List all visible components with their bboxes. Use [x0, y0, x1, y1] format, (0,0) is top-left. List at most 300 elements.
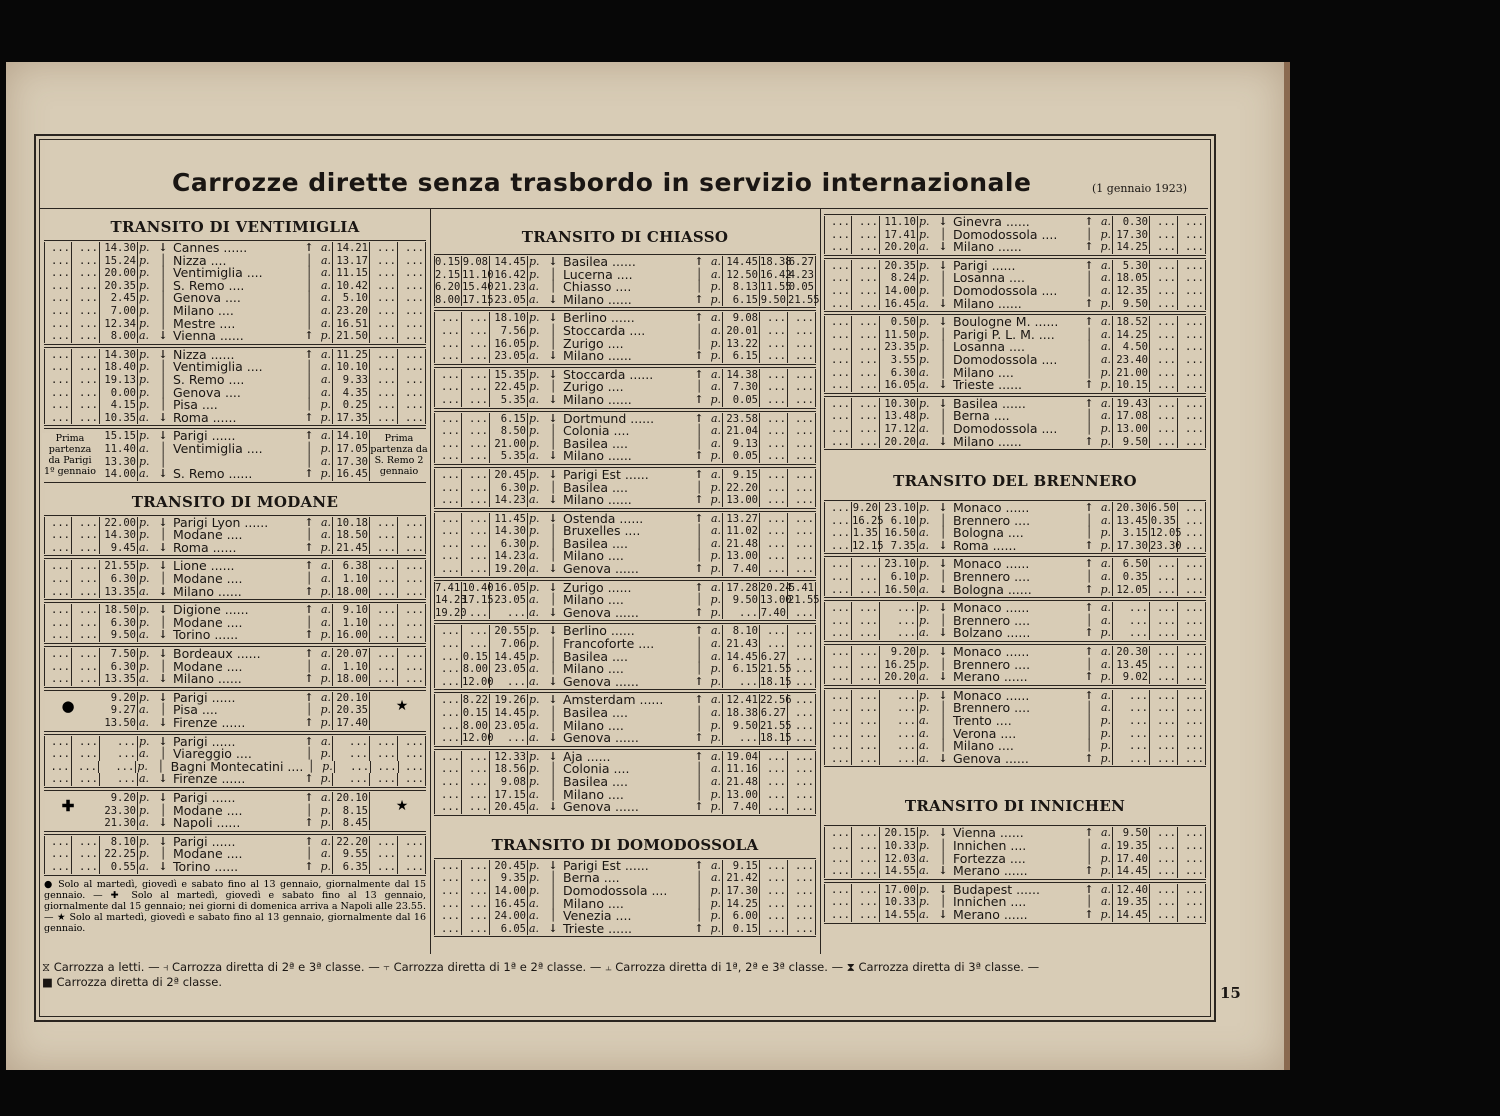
return-time: ...: [788, 325, 816, 338]
departure-time: ...: [880, 753, 918, 766]
arr-dep-marker: a.: [710, 380, 721, 394]
departure-time: ...: [824, 715, 852, 728]
return-time: ...: [1112, 690, 1150, 703]
departure-time: 13.35: [100, 673, 138, 686]
arr-dep-marker: a.: [1100, 657, 1111, 671]
return-time: ...: [370, 586, 398, 599]
return-time: ...: [760, 513, 788, 526]
station-name: Innichen ....: [953, 837, 1027, 853]
down-arrow-icon: ↓: [938, 258, 948, 272]
down-arrow-icon: ↓: [158, 540, 168, 554]
departure-time: ...: [44, 542, 72, 555]
route-line: │: [939, 271, 947, 285]
return-time: ...: [788, 707, 816, 720]
departure-time: ...: [72, 374, 100, 387]
station-name: Firenze ......: [173, 715, 246, 730]
transito-modane-title: TRANSITO DI MODANE: [131, 492, 339, 511]
departure-time: 0.15: [462, 707, 488, 719]
arr-dep-marker: p.: [710, 896, 721, 910]
route-line: │: [939, 340, 947, 354]
arr-dep-marker: p.: [1100, 714, 1111, 727]
timetable-row: [44, 717, 426, 730]
down-arrow-icon: ↓: [938, 751, 948, 765]
departure-time: ...: [72, 861, 100, 874]
station-name: Merano ......: [953, 906, 1028, 922]
departure-time: ...: [434, 469, 462, 482]
station-name: Parigi ......: [173, 689, 236, 705]
station-name: Milano ....: [953, 738, 1014, 754]
departure-time: ...: [880, 615, 918, 628]
return-time: ...: [788, 312, 816, 325]
departure-time: 11.10: [462, 268, 494, 281]
transito-brennero-block: [824, 600, 1206, 642]
departure-time: ...: [824, 740, 852, 753]
return-time: ...: [722, 676, 760, 689]
departure-time: 6.20: [435, 281, 461, 294]
departure-time: 14.00: [880, 285, 918, 298]
return-time: 0.35: [1150, 514, 1176, 527]
departure-time: 4.15: [100, 399, 138, 412]
return-time: 20.10: [332, 792, 370, 805]
return-time: 8.13: [722, 281, 760, 294]
station-name: Berna ....: [563, 870, 620, 886]
station-name: Milano ....: [563, 786, 624, 802]
route-line: │: [549, 267, 557, 281]
return-time: ...: [370, 361, 398, 374]
timetable-row: [44, 539, 426, 555]
route-line: │: [939, 701, 947, 715]
arr-dep-marker: a.: [320, 347, 331, 361]
departure-time: 14.45: [490, 707, 528, 720]
departure-time: ...: [434, 550, 462, 563]
up-arrow-icon: ↑: [304, 429, 314, 443]
timetable-row: [434, 366, 816, 382]
return-time: 22.56: [760, 694, 792, 707]
departure-time: ...: [824, 584, 852, 597]
column-left: [44, 214, 426, 934]
timetable-row: [44, 242, 426, 255]
station-name: Nizza ....: [173, 252, 227, 268]
departure-time: ...: [852, 410, 880, 423]
station-name: Roma ......: [953, 537, 1017, 553]
return-time: 18.38: [760, 256, 792, 268]
departure-time: ...: [44, 280, 72, 293]
transito-ventimiglia-section: [44, 218, 426, 483]
arr-dep-marker: p.: [710, 280, 721, 294]
departure-time: ...: [72, 361, 100, 374]
up-arrow-icon: ↑: [304, 716, 314, 729]
route-line: │: [157, 759, 165, 773]
down-arrow-icon: ↓: [548, 580, 558, 594]
station-name: Milano ....: [173, 302, 234, 318]
route-line: │: [305, 441, 313, 455]
station-name: Brennero ....: [953, 700, 1031, 716]
departure-time: 16.25: [880, 659, 918, 672]
timetable-row: [44, 673, 426, 686]
arr-dep-marker: p.: [322, 759, 333, 773]
return-time: ...: [1150, 367, 1178, 380]
dep-arr-marker: p.: [139, 559, 150, 573]
arr-dep-marker: p.: [1100, 670, 1111, 684]
up-arrow-icon: ↑: [694, 624, 704, 638]
station-name: Losanna ....: [953, 339, 1025, 355]
return-time: ...: [1178, 410, 1206, 423]
return-time: ...: [1178, 715, 1206, 728]
route-line: │: [1085, 283, 1093, 297]
timetable-row: [434, 391, 816, 407]
departure-time: 16.45: [880, 298, 918, 311]
departure-time: 9.20: [100, 692, 138, 705]
up-arrow-icon: ↑: [304, 329, 314, 343]
route-line: │: [305, 278, 313, 292]
arr-dep-marker: a.: [320, 316, 331, 330]
dep-arr-marker: p.: [919, 895, 930, 909]
transito-chiasso-block: [434, 367, 816, 409]
departure-time: ...: [462, 513, 490, 526]
return-time: ...: [370, 748, 398, 761]
departure-time: ...: [44, 349, 72, 362]
departure-time: ...: [434, 425, 462, 438]
return-time: 0.05: [788, 281, 814, 294]
dep-arr-marker: a.: [529, 731, 540, 745]
arr-dep-marker: p.: [1100, 421, 1111, 435]
route-line: │: [159, 528, 167, 542]
arr-dep-marker: p.: [710, 718, 721, 732]
return-time: ...: [1150, 909, 1178, 922]
return-time: ...: [1178, 540, 1206, 553]
departure-time: ...: [852, 241, 880, 254]
return-time: ...: [1150, 354, 1178, 367]
return-time: 6.38: [332, 560, 370, 573]
arr-dep-marker: a.: [1100, 557, 1111, 571]
station-name: Merano ......: [953, 669, 1028, 685]
departure-time: ...: [462, 394, 490, 407]
return-time: ...: [398, 374, 426, 387]
arr-dep-marker: a.: [320, 659, 331, 673]
down-arrow-icon: ↓: [938, 538, 948, 552]
return-time: ...: [1112, 728, 1150, 741]
departure-time: 14.30: [100, 242, 138, 255]
return-time: 19.04: [722, 751, 760, 764]
return-time: ...: [1112, 753, 1150, 766]
departure-time: 10.33: [880, 840, 918, 853]
departure-time: ...: [852, 702, 880, 715]
route-line: │: [1085, 726, 1093, 740]
arr-dep-marker: a.: [1100, 570, 1111, 584]
up-arrow-icon: ↑: [1084, 538, 1094, 552]
transito-chiasso-block: [434, 467, 816, 509]
return-time: ...: [370, 617, 398, 630]
station-name: Genova ....: [173, 384, 241, 400]
arr-dep-marker: a.: [320, 528, 331, 542]
departure-time: ...: [462, 381, 490, 394]
return-time: ...: [370, 318, 398, 331]
arr-dep-marker: a.: [1100, 396, 1111, 410]
departure-time: 9.20: [100, 792, 138, 805]
up-arrow-icon: ↑: [1084, 378, 1094, 392]
return-time: 21.55: [760, 719, 792, 732]
up-arrow-icon: ↑: [304, 467, 314, 481]
return-time: ...: [398, 305, 426, 318]
transito-brennero-block: [824, 644, 1206, 686]
return-time: ...: [398, 586, 426, 599]
departure-time: ...: [44, 617, 72, 630]
departure-time: 8.00: [462, 719, 488, 732]
route-line: │: [305, 747, 313, 761]
route-line: │: [159, 360, 167, 374]
down-arrow-icon: ↓: [938, 501, 948, 515]
down-arrow-icon: ↓: [548, 311, 558, 325]
up-arrow-icon: ↑: [304, 347, 314, 361]
departure-time: 20.15: [880, 827, 918, 840]
dep-arr-marker: a.: [919, 670, 930, 684]
return-time: ...: [1112, 702, 1150, 715]
dep-arr-marker: p.: [919, 613, 930, 627]
dep-arr-marker: p.: [139, 454, 150, 468]
station-name: Bordeaux ......: [173, 646, 261, 662]
return-time: 4.50: [1112, 341, 1150, 354]
departure-time: ...: [852, 571, 880, 584]
dep-arr-marker: p.: [139, 528, 150, 542]
departure-time: 9.45: [100, 542, 138, 555]
up-arrow-icon: ↑: [304, 834, 314, 848]
departure-time: ...: [880, 715, 918, 728]
arr-dep-marker: p.: [710, 562, 721, 576]
route-line: │: [159, 454, 167, 468]
return-time: 1.10: [332, 617, 370, 630]
route-line: │: [939, 851, 947, 865]
departure-time: ...: [824, 646, 852, 659]
arr-dep-marker: p.: [1100, 864, 1111, 878]
departure-time: 0.15: [462, 650, 488, 663]
station-name: Pisa ....: [173, 397, 218, 413]
departure-time: ...: [462, 312, 490, 325]
dep-arr-marker: p.: [919, 701, 930, 715]
departure-time: ...: [434, 413, 462, 426]
station-name: Parigi Est ......: [563, 857, 649, 873]
return-time: 13.45: [1112, 515, 1150, 528]
dep-arr-marker: p.: [529, 762, 540, 776]
dep-arr-marker: p.: [919, 501, 930, 515]
return-time: ...: [1178, 316, 1206, 329]
return-time: ...: [370, 529, 398, 542]
return-time: ...: [760, 563, 788, 576]
departure-time: 6.15: [490, 413, 528, 426]
return-time: 9.02: [1112, 671, 1150, 684]
return-time: ...: [1150, 329, 1178, 342]
route-line: │: [549, 909, 557, 923]
departure-time: ...: [72, 318, 100, 331]
route-line: │: [1085, 340, 1093, 354]
return-time: ...: [398, 848, 426, 861]
return-time: ...: [788, 494, 816, 507]
departure-time: ...: [462, 801, 490, 814]
transito-domodossola-cont-block: [824, 314, 1206, 394]
dep-arr-marker: a.: [529, 280, 540, 294]
return-time: 0.15: [722, 923, 760, 936]
departure-time: ...: [852, 671, 880, 684]
route-line: │: [159, 703, 167, 717]
return-time: 12.05: [1112, 584, 1150, 597]
return-time: ...: [1150, 410, 1178, 423]
return-time: ...: [1150, 865, 1178, 878]
down-arrow-icon: ↓: [938, 378, 948, 392]
departure-time: ...: [824, 615, 852, 628]
arr-dep-marker: a.: [1100, 271, 1111, 285]
station-name: Losanna ....: [953, 270, 1025, 286]
route-line: │: [305, 266, 313, 280]
station-name: Milano ......: [173, 583, 242, 599]
return-time: 21.00: [1112, 367, 1150, 380]
return-time: 6.50: [1112, 558, 1150, 571]
dep-arr-marker: a.: [529, 493, 540, 507]
arr-dep-marker: a.: [1100, 882, 1111, 896]
station-name: Torino ......: [173, 627, 239, 643]
station-name: Berna ....: [953, 408, 1010, 424]
timetable-row: [824, 433, 1206, 449]
return-time: ...: [760, 776, 788, 789]
departure-time: ...: [462, 776, 490, 789]
departure-time: ...: [72, 529, 100, 542]
route-line: │: [939, 895, 947, 909]
departure-time: ...: [880, 602, 918, 615]
arr-dep-marker: p.: [320, 816, 331, 830]
down-arrow-icon: ↓: [938, 396, 948, 410]
dep-arr-marker: a.: [919, 714, 930, 727]
departure-time: 16.42: [490, 269, 528, 282]
up-arrow-icon: ↑: [694, 921, 704, 935]
departure-time: 23.10: [880, 502, 918, 515]
departure-time: ...: [462, 550, 490, 563]
up-arrow-icon: ↑: [1084, 315, 1094, 329]
arr-dep-marker: p.: [1100, 434, 1111, 448]
station-name: Genova ......: [563, 799, 639, 815]
return-time: ...: [788, 872, 816, 885]
route-line: │: [1085, 895, 1093, 909]
departure-time: 18.50: [100, 604, 138, 617]
return-time: 13.22: [722, 338, 760, 351]
departure-time: 20.55: [490, 625, 528, 638]
departure-time: 16.05: [490, 338, 528, 351]
transito-modane-block: [44, 602, 426, 644]
dep-arr-marker: p.: [529, 267, 540, 281]
departure-time: ...: [44, 242, 72, 255]
dep-arr-marker: p.: [919, 570, 930, 584]
return-time: ...: [760, 394, 788, 407]
departure-time: ...: [72, 349, 100, 362]
dep-arr-marker: p.: [919, 838, 930, 852]
return-time: ...: [370, 773, 398, 786]
dep-arr-marker: a.: [529, 674, 540, 688]
dep-arr-marker: a.: [919, 296, 930, 310]
return-time: ...: [1150, 558, 1178, 571]
dep-arr-marker: p.: [919, 283, 930, 297]
station-name: Modane ....: [173, 571, 243, 587]
departure-time: ...: [824, 884, 852, 897]
up-arrow-icon: ↑: [694, 749, 704, 763]
departure-time: ...: [824, 329, 852, 342]
return-time: 18.00: [332, 673, 370, 686]
return-time: 6.35: [332, 861, 370, 874]
station-name: Torino ......: [173, 858, 239, 874]
timetable-row: [434, 648, 816, 664]
departure-time: ...: [462, 482, 490, 495]
return-time: ...: [760, 381, 788, 394]
station-name: Parigi ......: [173, 733, 236, 749]
return-time: 0.35: [1112, 571, 1150, 584]
down-arrow-icon: ↓: [938, 240, 948, 254]
departure-time: ...: [434, 694, 462, 707]
station-name: Roma ......: [173, 539, 237, 555]
dep-arr-marker: p.: [529, 255, 540, 268]
arr-dep-marker: p.: [320, 859, 331, 873]
departure-time: ...: [824, 354, 852, 367]
timetable-row: [824, 581, 1206, 597]
departure-time: ...: [44, 748, 72, 761]
return-time: ...: [788, 607, 816, 620]
departure-time: 12.33: [490, 751, 528, 764]
departure-time: ...: [44, 629, 72, 642]
return-time: ...: [370, 387, 398, 400]
route-line: │: [695, 637, 703, 651]
departure-time: ...: [72, 648, 100, 661]
down-arrow-icon: ↓: [938, 315, 948, 329]
route-line: │: [305, 572, 313, 586]
timetable-row: [44, 409, 426, 425]
arr-dep-marker: p.: [320, 628, 331, 642]
down-arrow-icon: ↓: [938, 582, 948, 596]
up-arrow-icon: ↑: [1084, 864, 1094, 878]
dep-arr-marker: p.: [529, 693, 540, 707]
dep-arr-marker: p.: [139, 266, 150, 280]
return-time: ...: [1178, 527, 1206, 540]
arr-dep-marker: a.: [1100, 701, 1111, 715]
return-time: ...: [398, 412, 426, 425]
return-time: 7.40: [722, 801, 760, 814]
arr-dep-marker: p.: [710, 549, 721, 563]
departure-time: 19.13: [100, 374, 138, 387]
return-time: ...: [760, 885, 788, 898]
departure-time: ...: [852, 602, 880, 615]
departure-time: 23.10: [880, 558, 918, 571]
route-line: │: [939, 739, 947, 753]
departure-time: 20.45: [490, 860, 528, 873]
departure-time: 20.00: [100, 267, 138, 280]
return-time: ...: [1150, 753, 1178, 766]
departure-time: ...: [824, 298, 852, 311]
transito-innichen-block: [824, 882, 1206, 924]
arr-dep-marker: p.: [710, 292, 721, 306]
dep-arr-marker: p.: [529, 624, 540, 638]
return-time: 17.28: [722, 582, 760, 595]
departure-time: ...: [44, 517, 72, 530]
departure-time: ...: [462, 885, 490, 898]
legend-line-2: ■ Carrozza diretta di 2ª classe.: [42, 975, 222, 989]
arr-dep-marker: p.: [710, 921, 721, 935]
departure-time: 10.40: [462, 581, 494, 594]
route-line: │: [695, 718, 703, 732]
return-time: ...: [1150, 602, 1178, 615]
up-arrow-icon: ↑: [1084, 215, 1094, 228]
return-time: ...: [1178, 646, 1206, 659]
departure-time: ...: [434, 325, 462, 338]
return-time: 4.23: [788, 268, 814, 281]
arr-dep-marker: a.: [320, 429, 331, 443]
return-time: ...: [398, 529, 426, 542]
arr-dep-marker: p.: [1100, 751, 1111, 765]
return-time: 4.35: [332, 387, 370, 400]
departure-time: ...: [72, 305, 100, 318]
